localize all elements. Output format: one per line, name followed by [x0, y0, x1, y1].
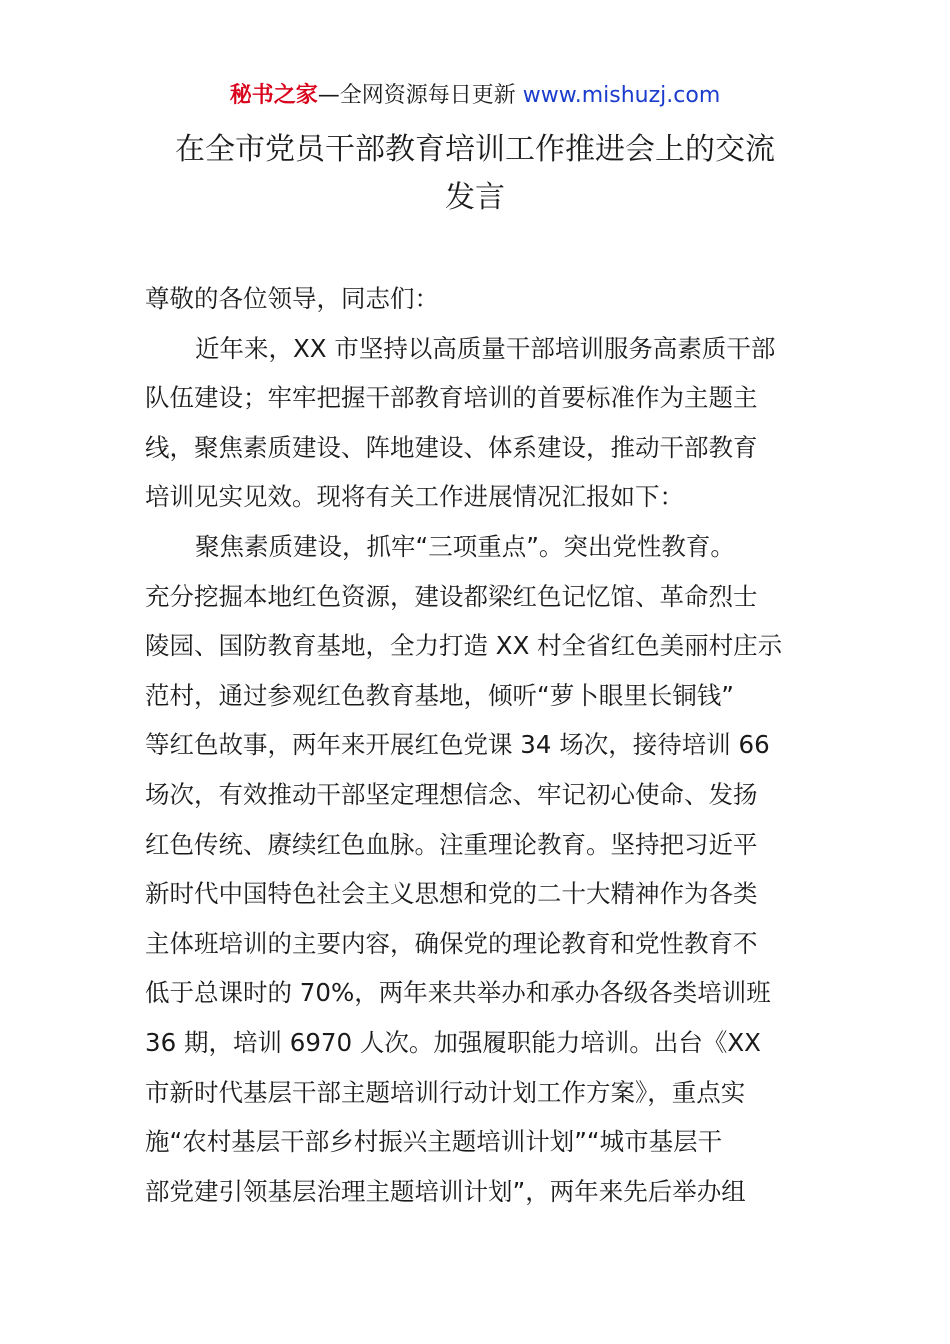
paragraph-line: 等红色故事，两年来开展红色党课 34 场次，接待培训 66: [145, 730, 770, 760]
paragraph-line: 低于总课时的 70%，两年来共举办和承办各级各类培训班: [145, 978, 771, 1008]
paragraph-line: 近年来，XX 市坚持以高质量干部培训服务高素质干部: [195, 333, 776, 363]
title-line: 在全市党员干部教育培训工作推进会上的交流: [175, 132, 775, 167]
paragraph-line: 线，聚焦素质建设、阵地建设、体系建设，推动干部教育: [145, 432, 758, 462]
paragraph-line: 场次，有效推动干部坚定理想信念、牢记初心使命、发扬: [145, 779, 758, 809]
paragraph-line: 施“农村基层干部乡村振兴主题培训计划”“城市基层干: [145, 1127, 723, 1157]
site-url-link[interactable]: www.mishuzj.com: [522, 83, 721, 108]
document-body: [145, 274, 811, 1216]
paragraph-line: 红色传统、赓续红色血脉。注重理论教育。坚持把习近平: [145, 829, 758, 859]
paragraph-line: 范村，通过参观红色教育基地，倾听“萝卜眼里长铜钱”: [145, 680, 734, 710]
paragraph-line: 陵园、国防教育基地，全力打造 XX 村全省红色美丽村庄示: [145, 631, 783, 661]
paragraph-line: 新时代中国特色社会主义思想和党的二十大精神作为各类: [145, 879, 758, 909]
site-header: [0, 80, 950, 112]
paragraph-line: 部党建引领基层治理主题培训计划”，两年来先后举办组: [145, 1176, 746, 1206]
paragraph-line: 培训见实见效。现将有关工作进展情况汇报如下：: [145, 482, 684, 512]
title-line: 发言: [445, 180, 505, 215]
site-brand: 秘书之家: [229, 83, 318, 108]
paragraph-line: 36 期，培训 6970 人次。加强履职能力培训。出台《XX: [145, 1027, 761, 1057]
document-title: [120, 126, 830, 222]
site-tagline: —全网资源每日更新: [317, 83, 516, 108]
paragraph-line: 聚焦素质建设，抓牢“三项重点”。突出党性教育。: [195, 531, 735, 561]
salutation: 尊敬的各位领导，同志们：: [145, 284, 439, 313]
paragraph-line: 队伍建设；牢牢把握干部教育培训的首要标准作为主题主: [145, 383, 758, 413]
paragraph-line: 主体班培训的主要内容，确保党的理论教育和党性教育不: [145, 928, 758, 958]
paragraph-line: 市新时代基层干部主题培训行动计划工作方案》，重点实: [145, 1077, 746, 1107]
paragraph-line: 充分挖掘本地红色资源，建设都梁红色记忆馆、革命烈士: [145, 581, 758, 611]
